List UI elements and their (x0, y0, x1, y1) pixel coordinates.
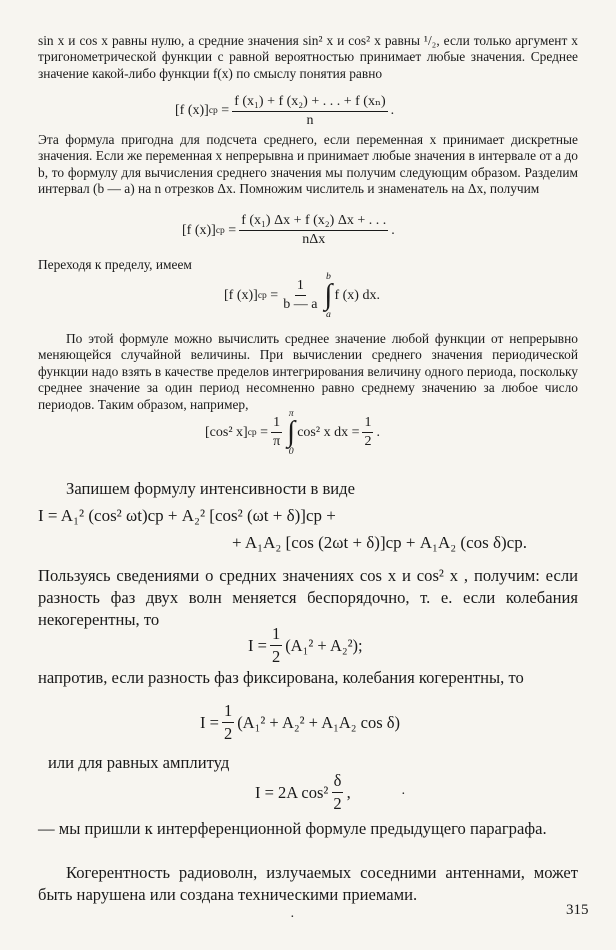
fraction-numerator: 1 (222, 701, 234, 723)
integral-lower-limit: 0 (288, 445, 294, 457)
fraction (232, 93, 387, 129)
print-speck: · (401, 787, 406, 802)
formula-intensity-line-1: I = A₁² (cos² ωt)ср + A₂² [cos² (ωt + δ)]ср + (38, 506, 336, 525)
fraction-denominator: 2 (223, 724, 233, 743)
fraction-numerator: 1 (271, 415, 282, 433)
fraction-numerator: f (x₁) Δx + f (x₂) Δx + . . . (239, 213, 388, 231)
fraction-numerator: 1 (362, 415, 373, 433)
formula-cos-mean: [cos² x] ср = $\frac{1}{\pi}$ π ∫ 0 cos² x dx = $\frac{1}{2}$ . (205, 408, 380, 457)
paragraph-2: Эта формула пригодна для подсчета среднего, если переменная x принимает дискретные значения. Если же переменная x непрерывна и принимает любые значения в интервале от a до b, то формулу для вычисления среднего значения мы получим следующим образом. Разделим интервал (b — a) на n отрезков Δx. Помножим числитель и знаменатель на Δx, получим (38, 132, 578, 197)
formula-lhs: I = 2A cos² (255, 782, 329, 802)
fraction (222, 701, 234, 744)
fraction-numerator: δ (332, 771, 344, 793)
fraction (331, 771, 343, 814)
fraction-denominator: 2 (333, 794, 342, 813)
paragraph-10: Когерентность радиоволн, излучаемых соседними антеннами, может быть нарушена или создана техническими приемами. (38, 863, 578, 904)
formula-rhs: (A₁² + A₂² + A₁A₂ cos δ) (237, 712, 401, 732)
fraction-denominator: nΔx (302, 232, 326, 247)
formula-rhs: (A₁² + A₂²); (285, 635, 363, 655)
formula-lhs: [f (x)] (224, 287, 258, 303)
formula-integral-mean: [f (x)] ср = $\frac{1}{b — a}$ b ∫ a f (x) dx. (224, 271, 380, 320)
paragraph-6: Пользуясь сведениями о средних значениях cos x и cos² x , получим: если разность фаз двух волн меняется беспорядочно, т. е. если колебания некогерентны, то (38, 566, 578, 629)
formula-lhs: I = (248, 635, 267, 655)
integrand: f (x) dx. (334, 287, 380, 303)
integral-sign: π ∫ 0 (287, 408, 296, 457)
paragraph-1: sin x и cos x равны нулю, а средние значения sin² x и cos² x равны ¹/₂, если только аргумент x тригонометрической функции с равной вероятностью принимает любые значения. Среднее значение какой-либо функции f(x) по смыслу понятия равно (38, 33, 578, 81)
fraction (270, 624, 282, 667)
formula-equal-amplitudes (255, 771, 351, 814)
paragraph-3: Переходя к пределу, имеем (38, 257, 192, 272)
formula-lhs: [cos² x] (205, 424, 248, 440)
formula-subscript: ср (215, 225, 225, 236)
formula-subscript: ср (257, 290, 267, 301)
fraction-denominator: 2 (271, 647, 281, 666)
fraction (271, 415, 282, 450)
formula-intensity-line-2: + A₁A₂ [cos (2ωt + δ)]ср + A₁A₂ (cos δ)ср. (232, 533, 527, 552)
fraction (281, 278, 319, 313)
fraction-numerator: 1 (295, 278, 306, 296)
formula-tail: , (346, 782, 351, 802)
fraction (239, 213, 388, 248)
formula-coherent (200, 701, 400, 744)
formula-discrete-mean: [f (x)] ср = $\frac{\text{f (x₁) + f (x₂) + . . . + f (xₙ)}}{n}$ . (175, 94, 395, 128)
formula-lhs: I = (200, 712, 219, 732)
formula-subscript: ср (208, 106, 218, 116)
fraction-denominator: π (273, 434, 281, 450)
fraction-denominator: n (306, 113, 314, 128)
fraction-denominator: b — a (283, 297, 318, 313)
paragraph-8: или для равных амплитуд (48, 753, 230, 772)
formula-subscript: ср (247, 427, 257, 438)
paragraph-9: — мы пришли к интерференционной формуле предыдущего параграфа. (38, 819, 547, 838)
fraction-numerator: f (x₁) + f (x₂) + . . . + f (xₙ) (232, 93, 387, 112)
paragraph-7: напротив, если разность фаз фиксирована, колебания когерентны, то (38, 668, 524, 687)
print-speck: · (290, 910, 295, 925)
formula-lhs: [f (x)] (182, 222, 216, 238)
paragraph-4: По этой формуле можно вычислить среднее значение любой функции от непрерывно меняющейся случайной величины. При вычислении среднего значения периодической функции надо взять в качестве пределов интегрирования величину одного периода, поскольку среднее значение за один период несомненно равно среднему значению за любое число периодов. Таким образом, например, (38, 331, 578, 412)
formula-delta-mean: [f (x)] ср = $\frac{\text{f (x₁) Δx + f (x₂) Δx + . . .}}{\text{nΔx}}$ . (182, 213, 395, 247)
fraction-denominator: 2 (364, 434, 372, 450)
page-number: 315 (566, 902, 589, 918)
integrand: cos² x dx = (297, 424, 360, 440)
paragraph-5: Запишем формулу интенсивности в виде (66, 479, 355, 498)
formula-lhs: [f (x)] (175, 103, 209, 118)
integral-upper-limit: π (288, 408, 294, 419)
integral-upper-limit: b (326, 271, 331, 282)
integral-sign: b ∫ a (324, 271, 333, 320)
integral-lower-limit: a (326, 308, 331, 320)
formula-incoherent (248, 624, 363, 667)
fraction (362, 415, 373, 450)
fraction-numerator: 1 (270, 624, 282, 646)
